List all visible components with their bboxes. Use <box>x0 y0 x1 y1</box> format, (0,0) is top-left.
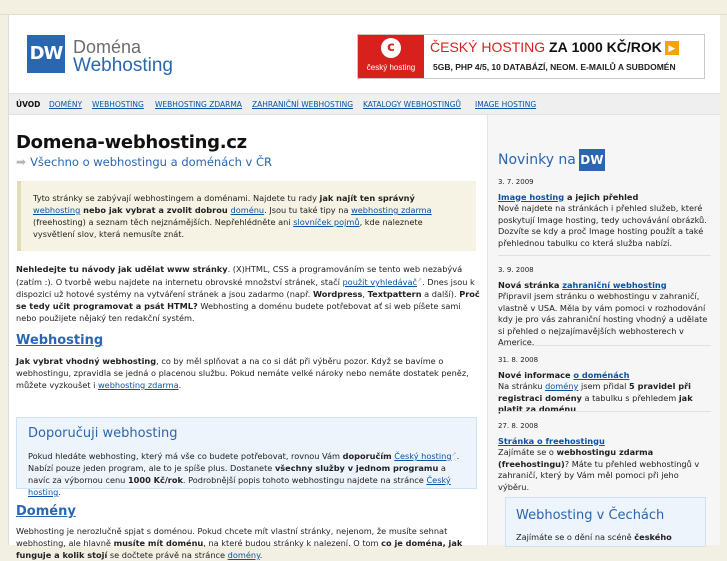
dw-badge: DW <box>579 149 605 171</box>
news-title: Novinky na DW <box>498 149 605 171</box>
webhosting-cechy-text: Zajímáte se o dění na scéně českého <box>516 532 672 542</box>
main-nav <box>9 93 720 115</box>
link-domeny[interactable]: domény <box>227 550 260 560</box>
nav-webhosting[interactable]: WEBHOSTING <box>92 100 144 109</box>
banner-headline: ČESKÝ HOSTING ZA 1000 KČ/ROK ▶ <box>430 39 679 55</box>
para-navody: Nehledejte tu návody jak udělat www stránky. (X)HTML, CSS a programováním se tento web nezabývá (zatím :). O tvorbě webu najdete na internetu obrovské množství stránek, stačí použít vyhledávač↗. Dnes jsou k dispozici už hotové systémy na vytváření stránek a jsou zadarmo (např. Wordpress, Textpattern a další). Proč se tedy učit programovat a psát HTML? Webhosting a doménu budete potřebovat ať si web píšete sami nebo použijete nějaký ten redakční systém. <box>16 264 480 323</box>
main-content <box>9 115 487 560</box>
news-divider <box>498 411 711 412</box>
news-date: 3. 9. 2008 <box>498 266 534 274</box>
para-webhosting: Jak vybrat vhodný webhosting, co by měl splňovat a na co si dát při výběru pozor. Když se bavíme o webhostingu, zpravidla se jedná o placenou službu. Pokud nemáte velké nároky nebo nemáte dostatek peněz, můžete vyzkoušet i webhosting zdarma. <box>16 356 469 390</box>
link-webhosting-zdarma-2[interactable]: webhosting zdarma <box>97 380 179 390</box>
logo-line1[interactable]: Doména <box>73 37 142 57</box>
news-item: 27. 8. 2008 Stránka o freehostingu Zajímáte se o webhostingu zdarma (freehostingu)? Máte tu přehled webhostingů v zahraničí, který by Vám měl pomoci při jeho výběru. <box>498 421 711 493</box>
sidebar <box>487 115 720 545</box>
logo-mark[interactable]: DW <box>27 35 65 73</box>
nav-katalogy[interactable]: KATALOGY WEBHOSTINGŮ <box>363 100 461 109</box>
news-link-o-domenach[interactable]: o doménách <box>573 369 630 380</box>
banner-brand: český hosting <box>366 63 416 72</box>
page-subtitle: ➡ Všechno o webhostingu a doménách v ČR <box>16 155 273 169</box>
link-vyhledavac[interactable]: použít vyhledávač <box>342 277 418 287</box>
cesky-hosting-logo-icon: c <box>381 38 401 58</box>
news-date: 27. 8. 2008 <box>498 422 539 430</box>
news-link-freehosting[interactable]: Stránka o freehostingu <box>498 435 605 446</box>
recommend-box <box>16 417 477 497</box>
nav-webhosting-zdarma[interactable]: WEBHOSTING ZDARMA <box>155 100 242 109</box>
link-slovnicek[interactable]: slovníček pojmů <box>293 217 360 227</box>
para-domeny: Webhosting je nerozlučně spjat s doménou. Pokud chcete mít vlastní stránky, nejenom, že musíte sehnat webhosting, ale hlavně musíte mít doménu, na které budou stránky k nalezení. O tom co je doména, jak funguje a kolik stojí se dočtete právě na stránce domény. <box>16 526 463 560</box>
page <box>8 15 719 560</box>
news-link-domeny[interactable]: domény <box>545 381 579 391</box>
news-item: 3. 9. 2008 Nová stránka zahraniční webhosting Připravil jsem stránku o webhostingu v zahraničí, vlastně v USA. Měla by vám pomoci v rozhodování kdy je pro vás zahraniční hosting vhodný a udělate si přehled o nejzajímavějších webhosterech v Americe. <box>498 265 711 349</box>
heading-domeny[interactable]: Domény <box>16 504 76 519</box>
intro-box: Tyto stránky se zabývají webhostingem a doménami. Najdete tu rady jak najít ten správný webhosting nebo jak vybrat a zvolit dobrou doménu. Jsou tu také tipy na webhosting zdarma (freehosting) a seznam těch nejznámějších. Nepřehlédněte ani slovníček pojmů, kde naleznete vysvětlení slov, která nemusíte znát. <box>17 181 476 251</box>
link-webhosting[interactable]: webhosting <box>33 205 81 215</box>
news-link-image-hosting[interactable]: Image hosting <box>498 191 565 202</box>
nav-uvod[interactable]: ÚVOD <box>16 100 41 109</box>
link-cesky-hosting-2[interactable]: Český hosting <box>28 475 451 497</box>
banner-arrow-icon: ▶ <box>665 41 679 55</box>
external-link-icon: ↗ <box>451 451 457 458</box>
recommend-heading: Doporučuji webhosting <box>28 426 178 441</box>
news-link-zahranicni[interactable]: zahraniční webhosting <box>562 279 667 290</box>
news-date: 31. 8. 2008 <box>498 356 539 364</box>
banner-ad[interactable] <box>357 34 705 79</box>
nav-image-hosting[interactable]: IMAGE HOSTING <box>475 100 537 109</box>
arrow-right-icon: ➡ <box>16 155 27 169</box>
banner-brand-block <box>358 35 424 78</box>
news-date: 3. 7. 2009 <box>498 178 534 186</box>
nav-domeny[interactable]: DOMÉNY <box>49 100 83 109</box>
external-link-icon: ↗ <box>417 277 423 284</box>
heading-webhosting[interactable]: Webhosting <box>16 333 104 348</box>
recommend-text: Pokud hledáte webhosting, který má vše co budete potřebovat, rovnou Vám doporučím Český hosting↗. Nabízí pouze jeden program, ale to je spíše plus. Dostanete všechny služby v jednom programu a navíc za výbornou cenu 1000 Kč/rok. Podrobnější popis tohoto webhostingu najdete na stránce Český hosting. <box>28 451 460 497</box>
link-domenu[interactable]: doménu <box>230 205 265 215</box>
logo-line2[interactable]: Webhosting <box>73 55 173 76</box>
webhosting-cechy-box <box>505 497 706 547</box>
news-item: 3. 7. 2009 Image hosting a jejich přehled Nově najdete na stránkách i přehled služeb, které poskytují Image hosting, tedy uchovávání obrázků. Dozvíte se kdy a proč Image hosting použít a také přehlednou tabulku co která služba nabízí. <box>498 177 711 249</box>
top-strip <box>0 0 727 15</box>
page-title: Domena-webhosting.cz <box>16 132 247 153</box>
link-webhosting-zdarma[interactable]: webhosting zdarma <box>351 205 432 215</box>
header <box>9 15 720 93</box>
news-divider <box>498 255 711 256</box>
webhosting-cechy-title: Webhosting v Čechách <box>516 508 665 523</box>
news-item: 31. 8. 2008 Nové informace o doménách Na stránku domény jsem přidal 5 pravidel při registraci domény a tabulku s přehledem jak platit za doménu. <box>498 355 711 416</box>
link-cesky-hosting[interactable]: Český hosting <box>394 451 452 461</box>
banner-subline: 5GB, PHP 4/5, 10 DATABÁZÍ, NEOM. E-MAILŮ A SUBDOMÉN <box>433 62 676 72</box>
nav-zahranicni-webhosting[interactable]: ZAHRANIČNÍ WEBHOSTING <box>252 100 354 109</box>
news-divider <box>498 345 711 346</box>
